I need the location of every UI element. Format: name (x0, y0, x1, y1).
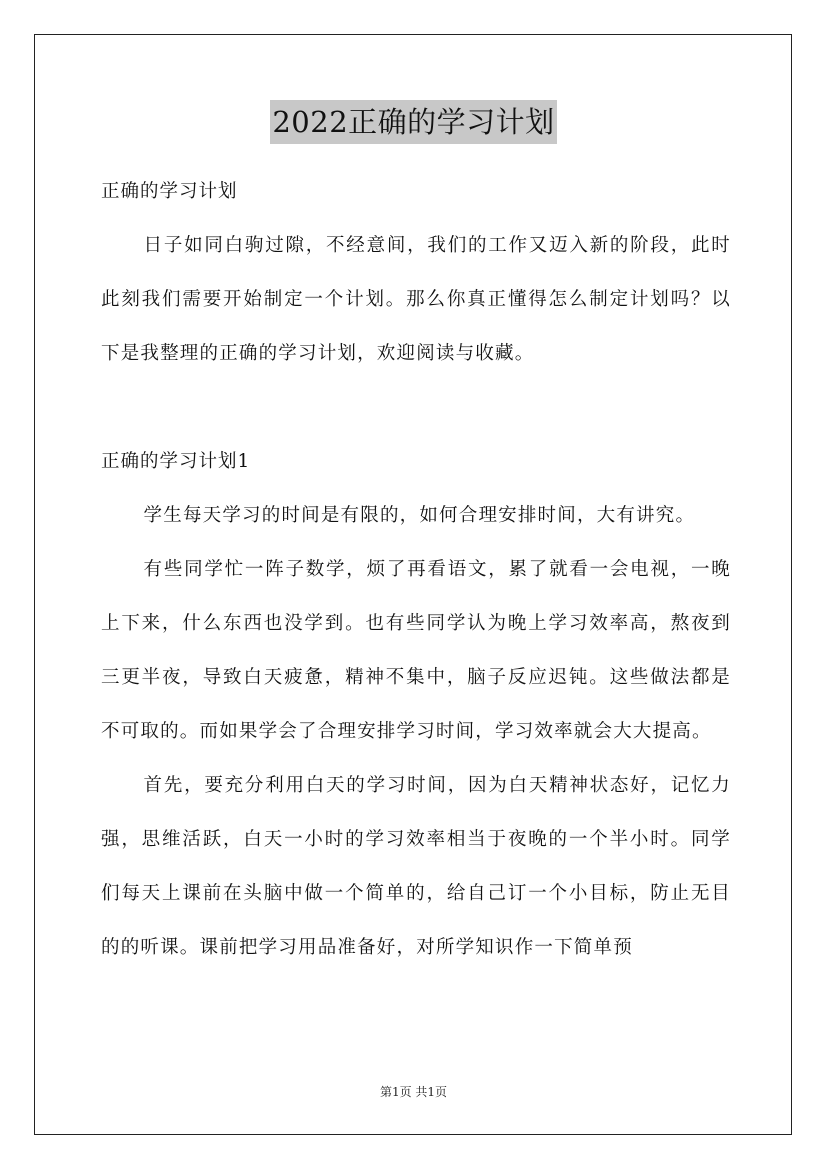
section-spacer (101, 381, 731, 435)
document-title: 2022正确的学习计划 (270, 100, 556, 144)
section1-heading: 正确的学习计划1 (101, 451, 251, 472)
section1-paragraph-3: 首先，要充分利用白天的学习时间，因为白天精神状态好，记忆力强，思维活跃，白天一小时的学习效率相当于夜晚的一个半小时。同学们每天上课前在头脑中做一个简单的，给自己订一个小目标，防止无目的的听课。课前把学习用品准备好，对所学知识作一下简单预 (101, 775, 731, 958)
intro-heading: 正确的学习计划 (101, 181, 238, 202)
section1-paragraph-1: 学生每天学习的时间是有限的，如何合理安排时间，大有讲究。 (143, 505, 696, 526)
document-body (101, 165, 731, 975)
section1-paragraph-2: 有些同学忙一阵子数学，烦了再看语文，累了就看一会电视，一晚上下来，什么东西也没学到。也有些同学认为晚上学习效率高，熬夜到三更半夜，导致白天疲惫，精神不集中，脑子反应迟钝。这些做法都是不可取的。而如果学会了合理安排学习时间，学习效率就会大大提高。 (101, 559, 731, 742)
title-container (0, 100, 827, 144)
page-number: 第1页 共1页 (379, 1085, 448, 1099)
page-footer (0, 1082, 827, 1102)
intro-paragraph: 日子如同白驹过隙，不经意间，我们的工作又迈入新的阶段，此时此刻我们需要开始制定一个计划。那么你真正懂得怎么制定计划吗？以下是我整理的正确的学习计划，欢迎阅读与收藏。 (101, 235, 731, 364)
